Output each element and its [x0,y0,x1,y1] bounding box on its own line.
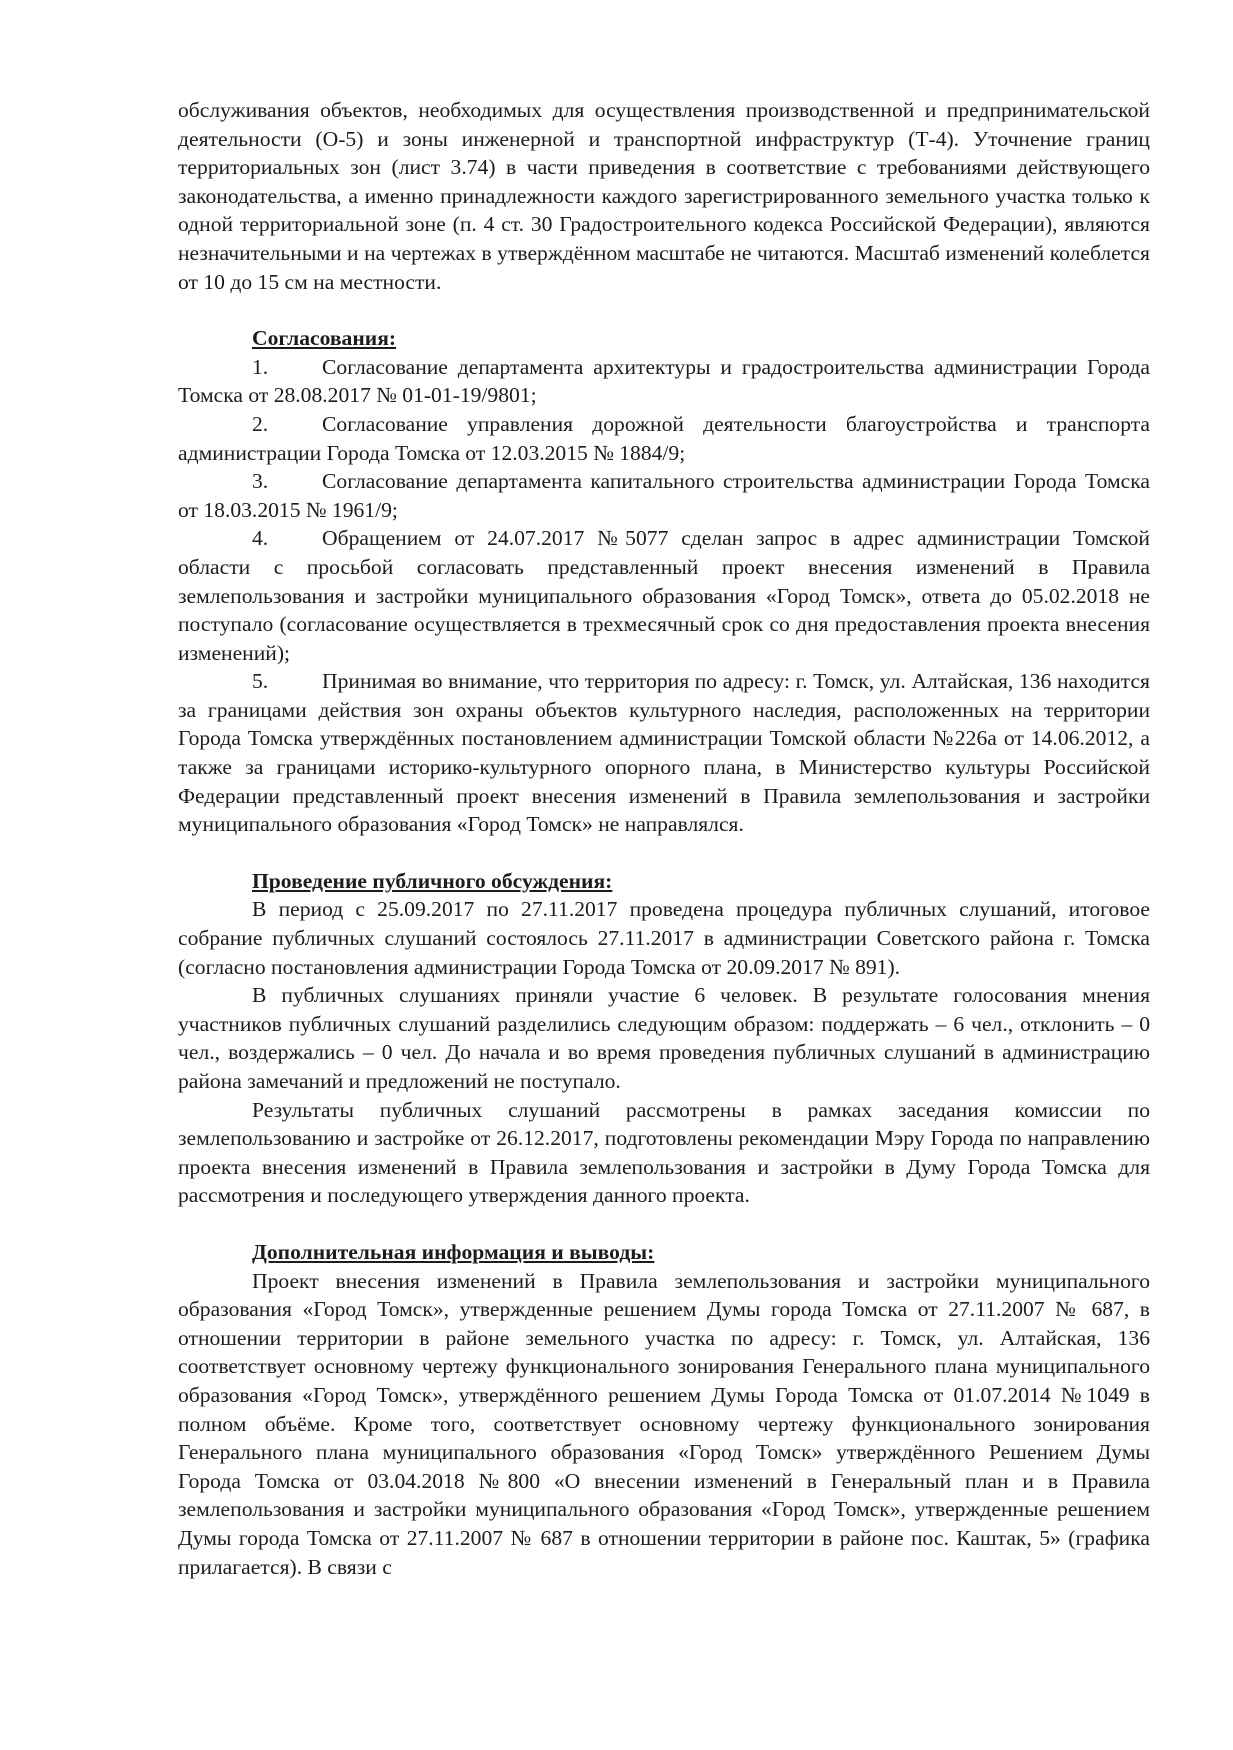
approval-item-3 [178,467,1150,524]
approval-item-5 [178,667,1150,839]
public-discussion-paragraph: Результаты публичных слушаний рассмотрены в рамках заседания комиссии по землепользованию и застройке от 26.12.2017, подготовлены рекомендации Мэру Города по направлению проекта внесения изменений в Правила землепользования и застройки в Думу Города Томска для рассмотрения и последующего утверждения данного проекта. [178,1097,1150,1208]
approval-item-1 [178,353,1150,410]
intro-paragraph: обслуживания объектов, необходимых для осуществления производственной и предпринимательской деятельности (О-5) и зоны инженерной и транспортной инфраструктур (Т-4). Уточнение границ территориальных зон (лист 3.74) в части приведения в соответствие с требованиями действующего законодательства, а именно принадлежности каждого зарегистрированного земельного участка только к одной территориальной зоне (п. 4 ст. 30 Градостроительного кодекса Российской Федерации), являются незначительными и на чертежах в утверждённом масштабе не читаются. Масштаб изменений колеблется от 10 до 15 см на местности. [178,98,1150,294]
approval-item-2 [178,410,1150,467]
approval-item-text: Согласование департамента архитектуры и градостроительства администрации Города Томска от 28.08.2017 № 01-01-19/9801; [178,354,1150,408]
approval-item-text: Принимая во внимание, что территория по адресу: г. Томск, ул. Алтайская, 136 находится за границами действия зон охраны объектов культурного наследия, расположенных на территории Города Томска утверждённых постановлением администрации Томской области №226а от 14.06.2012, а также за границами историко-культурного опорного плана, в Министерство культуры Российской Федерации представленный проект внесения изменений в Правила землепользования и застройки муниципального образования «Город Томск» не направлялся. [178,669,1150,837]
approval-item-number: 2. [252,411,269,436]
approval-item-number: 3. [252,469,269,494]
conclusions-heading: Дополнительная информация и выводы: [252,1239,655,1264]
conclusions-paragraph: Проект внесения изменений в Правила землепользования и застройки муниципального образования «Город Томск», утвержденные решением Думы города Томска от 27.11.2007 № 687, в отношении территории в районе земельного участка по адресу: г. Томск, ул. Алтайская, 136 соответствует основному чертежу функционального зонирования Генерального плана муниципального образования «Город Томск», утверждённого решением Думы Города Томска от 01.07.2014 №1049 в полном объёме. Кроме того, соответствует основному чертежу функционального зонирования Генерального плана муниципального образования «Город Томск» утверждённого Решением Думы Города Томска от 03.04.2018 №800 «О внесении изменений в Генеральный план и в Правила землепользования и застройки муниципального образования «Город Томск», утвержденные решением Думы города Томска от 27.11.2007 № 687 в отношении территории в районе пос. Каштак, 5» (графика прилагается). В связи с [178,1268,1150,1579]
approval-item-text: Обращением от 24.07.2017 №5077 сделан запрос в адрес администрации Томской области с просьбой согласовать представленный проект внесения изменений в Правила землепользования и застройки муниципального образования «Город Томск», ответа до 05.02.2018 не поступало (согласование осуществляется в трехмесячный срок со дня предоставления проекта внесения изменений); [178,526,1150,665]
approval-item-number: 5. [252,669,269,694]
document-page [178,96,1150,1581]
approval-item-text: Согласование департамента капитального строительства администрации Города Томска от 18.03.2015 № 1961/9; [178,469,1150,522]
public-discussion-heading: Проведение публичного обсуждения: [252,868,613,893]
approval-item-4 [178,524,1150,667]
approval-item-number: 4. [252,526,269,551]
public-discussion-paragraph: В публичных слушаниях приняли участие 6 человек. В результате голосования мнения участников публичных слушаний разделились следующим образом: поддержать – 6 чел., отклонить – 0 чел., воздержались – 0 чел. До начала и во время проведения публичных слушаний в администрацию района замечаний и предложений не поступало. [178,983,1150,1093]
approval-item-number: 1. [252,354,269,379]
public-discussion-paragraph: В период с 25.09.2017 по 27.11.2017 проведена процедура публичных слушаний, итоговое собрание публичных слушаний состоялось 27.11.2017 в администрации Советского района г. Томска (согласно постановления администрации Города Томска от 20.09.2017 № 891). [178,897,1150,979]
approval-item-text: Согласование управления дорожной деятельности благоустройства и транспорта администрации Города Томска от 12.03.2015 № 1884/9; [178,411,1150,465]
approvals-heading: Согласования: [252,326,397,351]
